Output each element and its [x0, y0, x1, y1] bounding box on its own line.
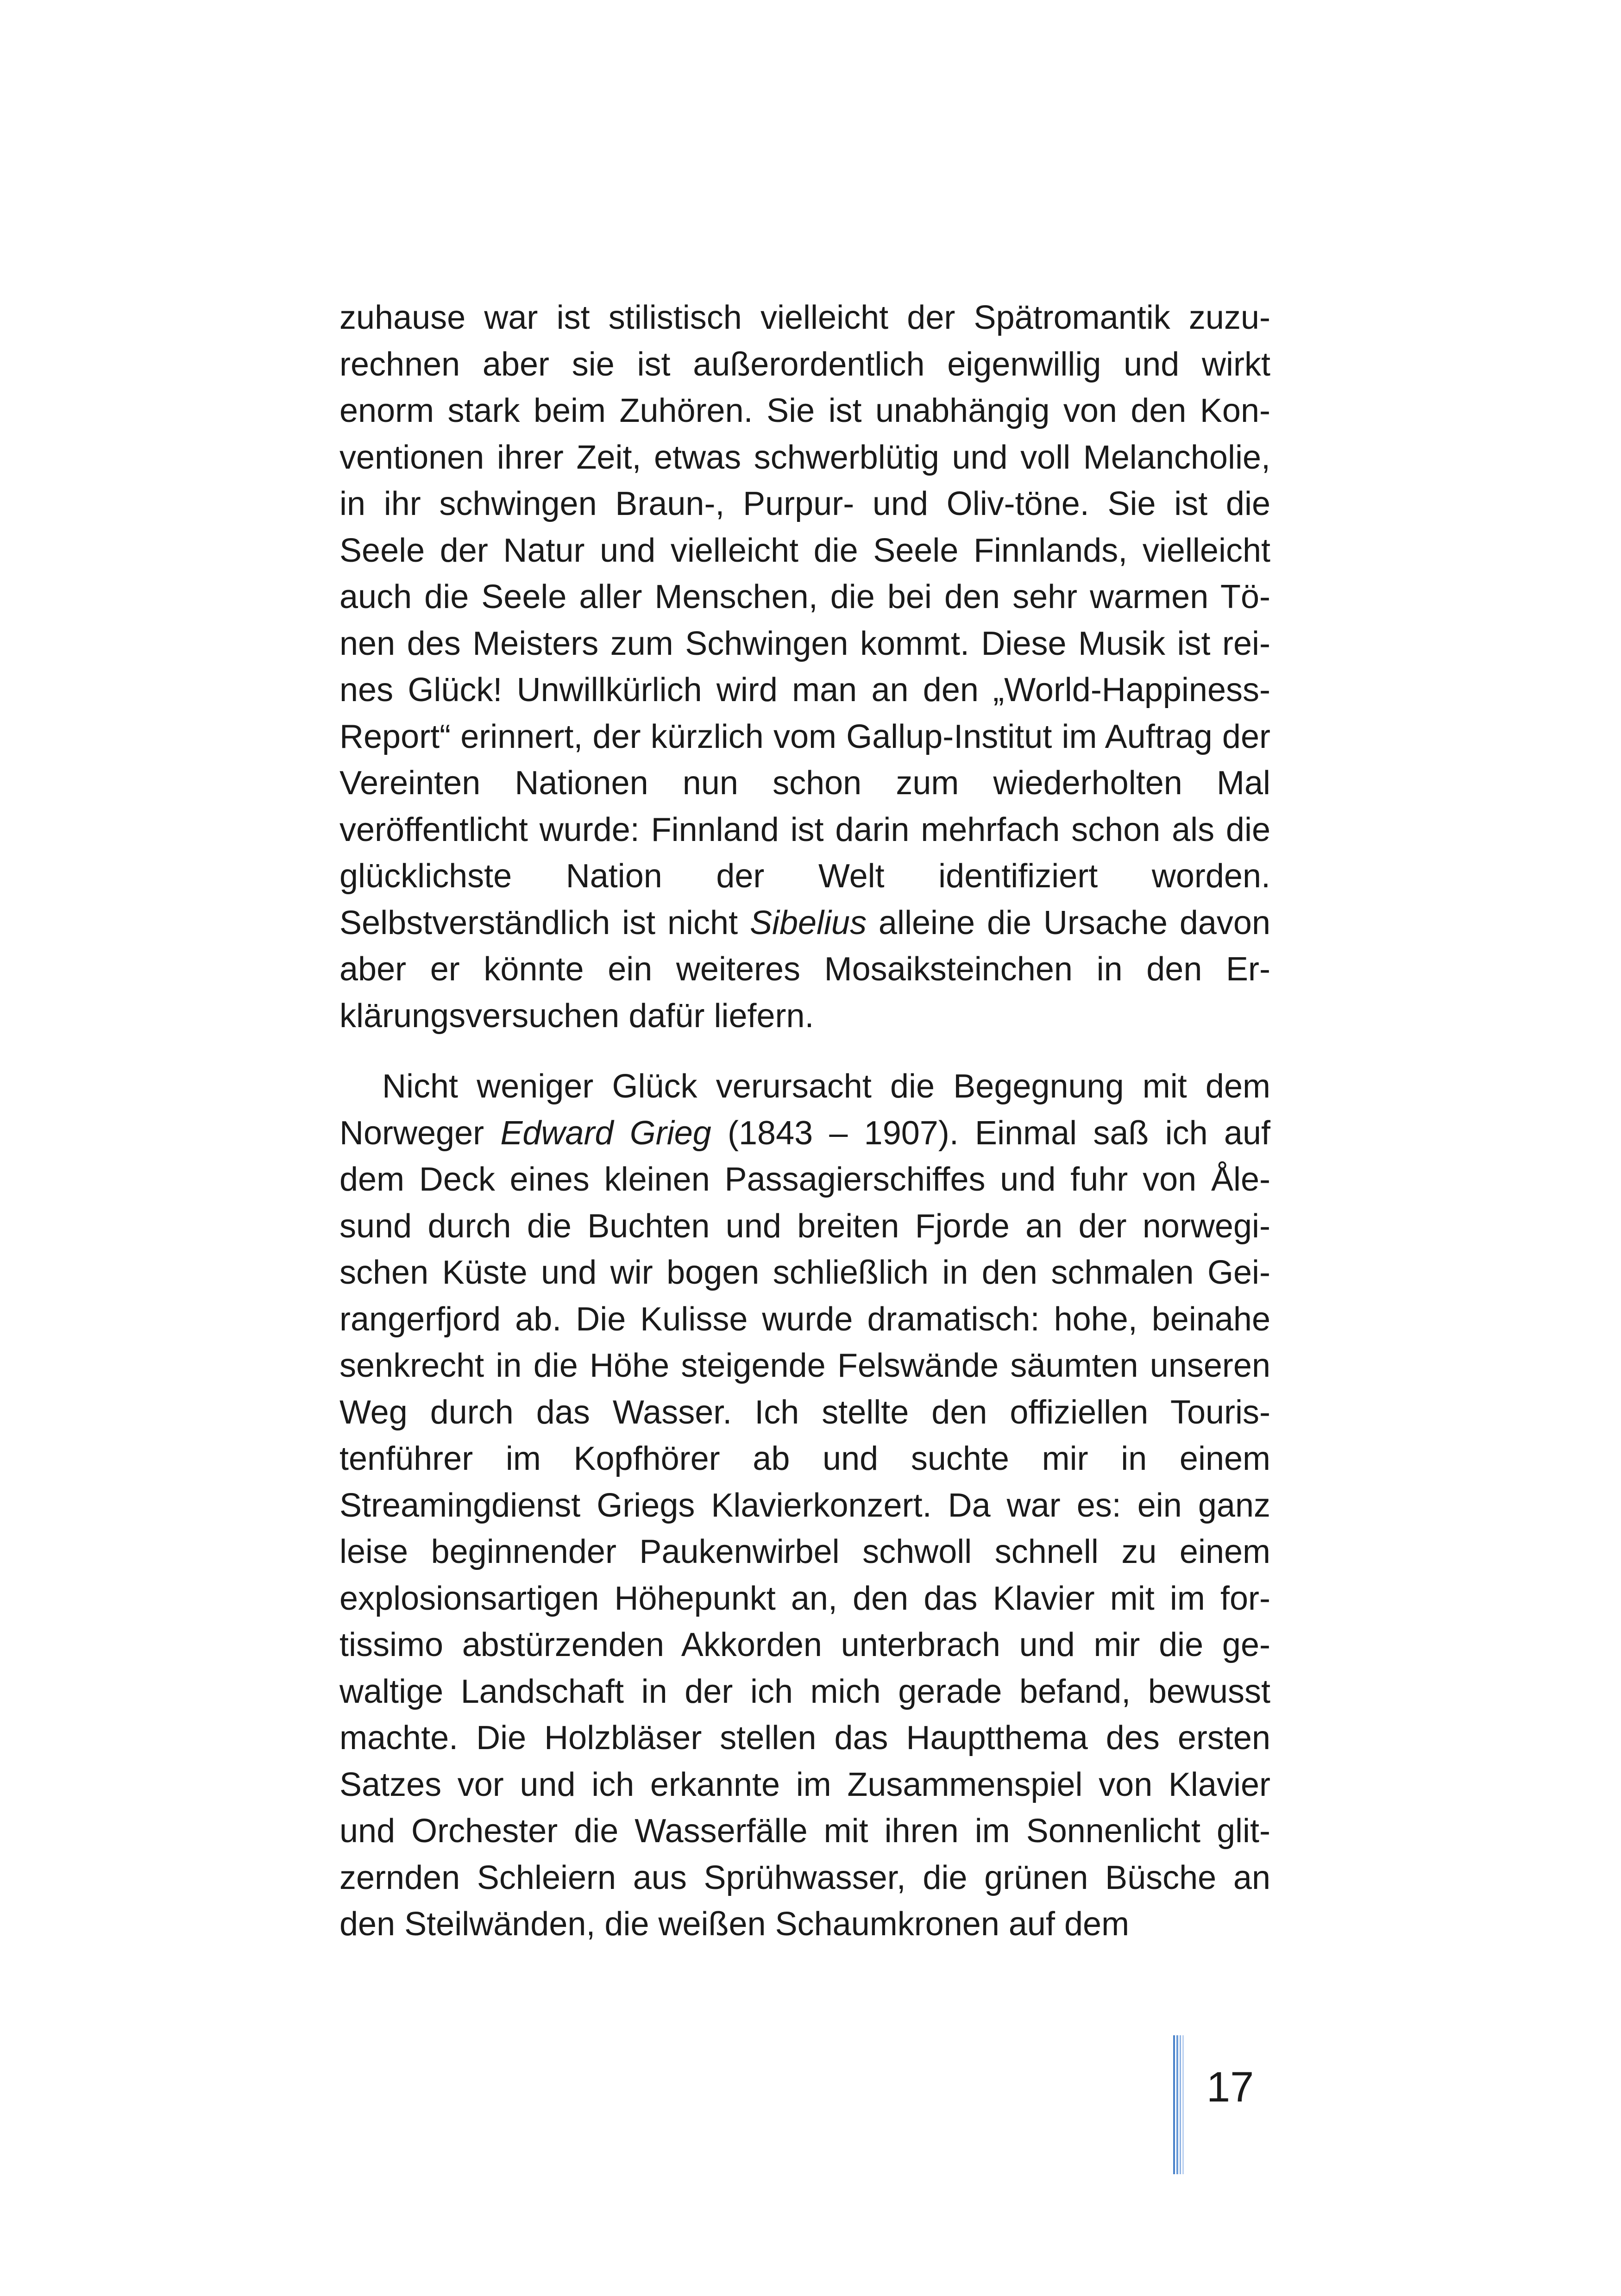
paragraph-2-text-b: (1843 – 1907). Einmal saß ich auf dem Deck eines kleinen Passagierschiffes und fuhr von Ålesund durch die Buchten und breiten Fjorde an der norwegischen Küste und wir bogen schließlich in den schmalen Geirangerfjord ab. Die Kulisse wurde dramatisch: hohe, beinahe senkrecht in die Höhe steigende Felswände säumten unseren Weg durch das Wasser. Ich stellte den offiziellen Touristenführer im Kopfhörer ab und suchte mir in einem Streamingdienst Griegs Klavierkonzert. Da war es: ein ganz leise beginnender Paukenwirbel schwoll schnell zu einem explosionsartigen Höhepunkt an, den das Klavier mit im fortissimo abstürzenden Akkorden unterbrach und mir die gewaltige Landschaft in der ich mich gerade befand, bewusst machte. Die Holzbläser stellen das Hauptthema des ersten Satzes vor und ich erkannte im Zusammenspiel von Klavier und Orchester die Wasserfälle mit ihren im Sonnenlicht glitzernden Schleiern aus Sprühwasser, die grünen Büsche an den Steilwänden, die weißen Schaumkronen auf dem: [339, 1114, 1270, 1943]
paragraph-2: [339, 1063, 1270, 1948]
paragraph-1-text-b: alleine die Ursache davon aber er könnte ein weiteres Mosaiksteinchen in den Erklärungsversuchen dafür liefern.: [339, 904, 1270, 1035]
body-text: [339, 295, 1270, 1948]
paragraph-1: [339, 295, 1270, 1039]
footer-rule-decoration: [1173, 2035, 1185, 2174]
paragraph-1-italic-name: Sibelius: [749, 904, 867, 941]
page-number: 17: [1206, 2064, 1254, 2111]
paragraph-1-text-a: zuhause war ist stilistisch vielleicht der Spätromantik zuzurechnen aber sie ist außerordentlich eigenwillig und wirkt enorm stark beim Zuhören. Sie ist unabhängig von den Konventionen ihrer Zeit, etwas schwerblütig und voll Melancholie, in ihr schwingen Braun-, Purpur- und Oliv-töne. Sie ist die Seele der Natur und vielleicht die Seele Finnlands, vielleicht auch die Seele aller Menschen, die bei den sehr warmen Tönen des Meisters zum Schwingen kommt. Diese Musik ist reines Glück! Unwillkürlich wird man an den „World-Happiness-Report“ erinnert, der kürzlich vom Gallup-Institut im Auftrag der Vereinten Nationen nun schon zum wiederholten Mal veröffentlicht wurde: Finnland ist darin mehrfach schon als die glücklichste Nation der Welt identifiziert worden. Selbstverständlich ist nicht: [339, 299, 1270, 941]
paragraph-2-text-a: Nicht weniger Glück verursacht die Begegnung mit dem Norweger: [339, 1068, 1270, 1152]
paragraph-2-italic-name: Edward Grieg: [500, 1114, 711, 1152]
page-footer: [1173, 2035, 1275, 2174]
